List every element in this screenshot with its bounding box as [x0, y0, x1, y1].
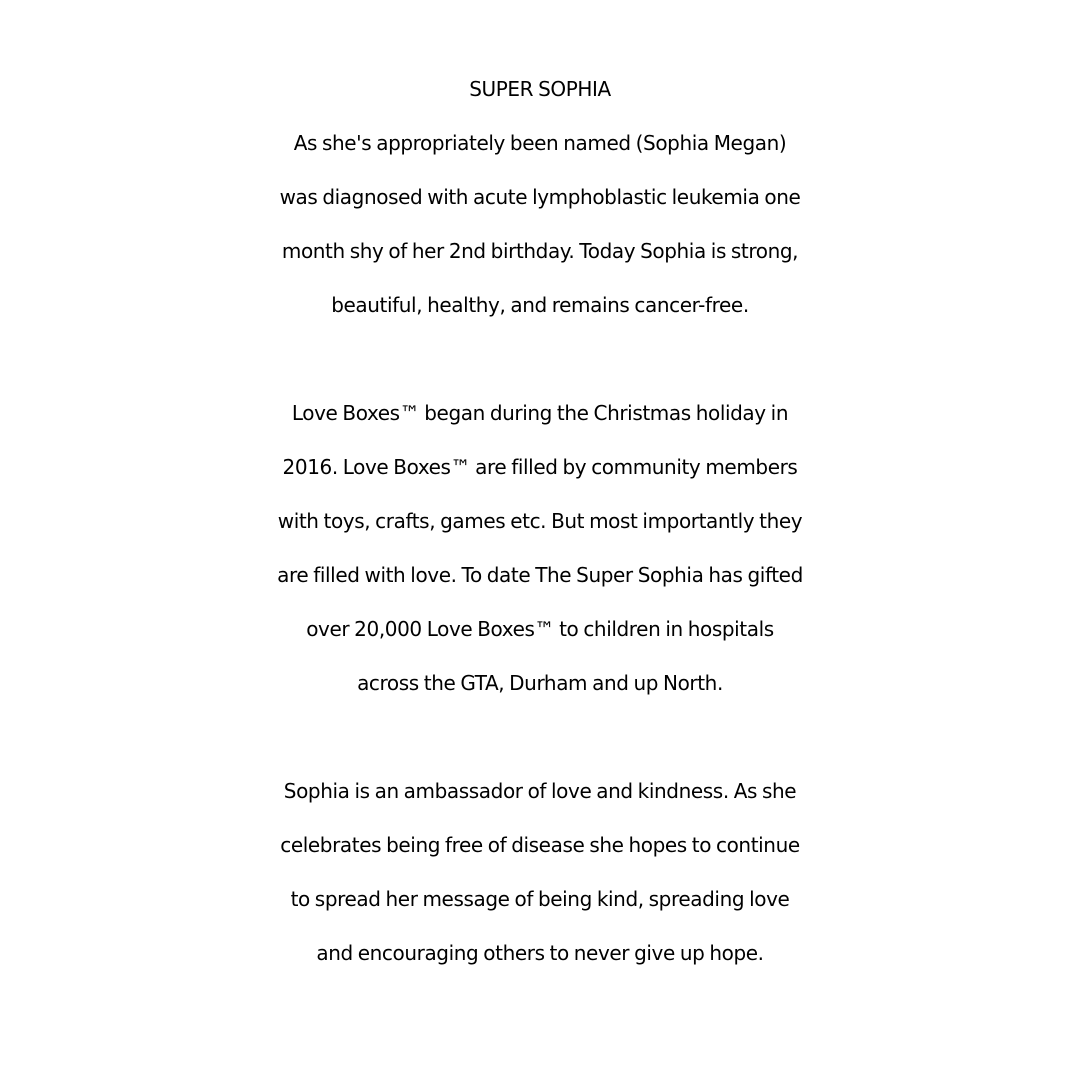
- page-title: SUPER SOPHIA: [469, 77, 611, 101]
- paragraph-line: are filled with love. To date The Super Sophia has gifted: [277, 563, 803, 587]
- text-block: [0, 62, 1080, 980]
- paragraph-line: 2016. Love Boxes™ are filled by community members: [282, 455, 798, 479]
- paragraph-line: over 20,000 Love Boxes™ to children in hospitals: [306, 617, 774, 641]
- paragraph-diagnosis: [0, 116, 1080, 332]
- paragraph-spacer: [0, 710, 1080, 764]
- paragraph-line: to spread her message of being kind, spreading love: [290, 887, 790, 911]
- paragraph-spacer: [0, 332, 1080, 386]
- paragraph-love-boxes: [0, 386, 1080, 710]
- paragraph-line: Love Boxes™ began during the Christmas holiday in: [291, 401, 789, 425]
- paragraph-ambassador: [0, 764, 1080, 980]
- paragraph-line: month shy of her 2nd birthday. Today Sophia is strong,: [281, 239, 799, 263]
- paragraph-line: with toys, crafts, games etc. But most importantly they: [277, 509, 803, 533]
- paragraph-line: and encouraging others to never give up hope.: [316, 941, 764, 965]
- paragraph-line: across the GTA, Durham and up North.: [357, 671, 723, 695]
- paragraph-line: As she's appropriately been named (Sophia Megan): [293, 131, 787, 155]
- paragraph-line: beautiful, healthy, and remains cancer-free.: [331, 293, 749, 317]
- paragraph-line: celebrates being free of disease she hopes to continue: [280, 833, 800, 857]
- paragraph-line: Sophia is an ambassador of love and kindness. As she: [283, 779, 797, 803]
- paragraph-line: was diagnosed with acute lymphoblastic leukemia one: [279, 185, 801, 209]
